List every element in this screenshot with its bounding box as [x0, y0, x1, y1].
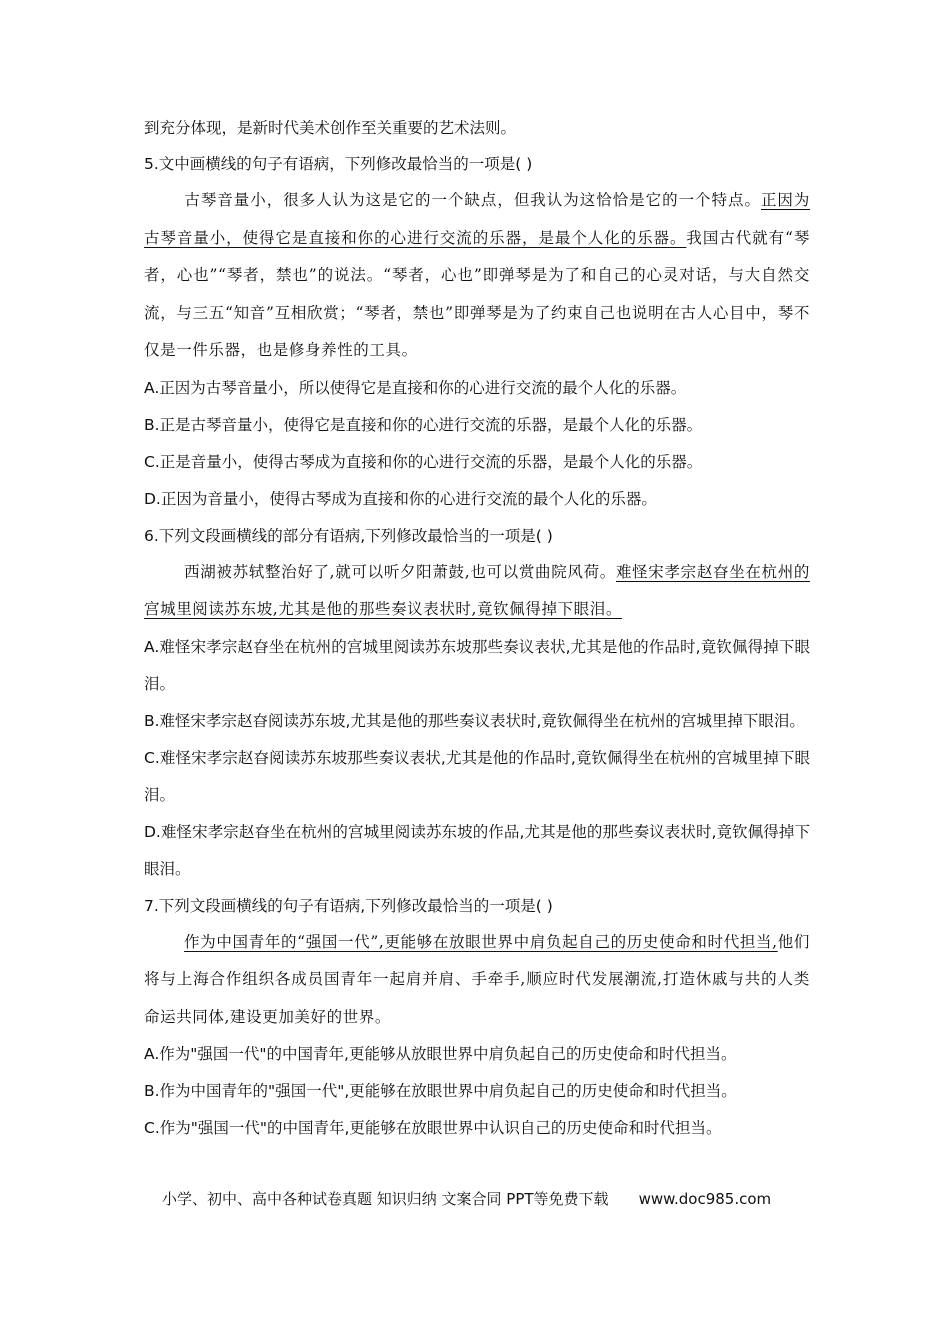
q6-option-d: D.难怪宋孝宗赵昚坐在杭州的宫城里阅读苏东坡的作品,尤其是他的那些奏议表状时,竟钦佩得掉下眼泪。 — [144, 822, 810, 878]
q6-option-b: B.难怪宋孝宗赵昚阅读苏东坡,尤其是他的那些奏议表状时,竟钦佩得坐在杭州的宫城里掉下眼泪。 — [144, 711, 805, 730]
page-footer — [162, 1188, 802, 1209]
footer-site-link[interactable]: www.doc985.com — [638, 1190, 772, 1208]
q5-option-a: A.正因为古琴音量小，所以使得它是直接和你的心进行交流的最个人化的乐器。 — [144, 378, 687, 397]
q5-stem: 5.文中画横线的句子有语病，下列修改最恰当的一项是( ) — [144, 155, 533, 173]
q6-option-a: A.难怪宋孝宗赵昚坐在杭州的宫城里阅读苏东坡那些奏议表状,尤其是他的作品时,竟钦佩得掉下眼泪。 — [144, 637, 810, 693]
q7-option-a: A.作为"强国一代"的中国青年,更能够从放眼世界中肩负起自己的历史使命和时代担当。 — [144, 1045, 737, 1063]
q7-passage — [144, 924, 810, 1037]
lead-line: 到充分体现，是新时代美术创作至关重要的艺术法则。 — [144, 119, 517, 137]
q5-passage-before: 古琴音量小，很多人认为这是它的一个缺点，但我认为这恰恰是它的一个特点。 — [184, 191, 761, 209]
footer-text: 小学、初中、高中各种试卷真题 知识归纳 文案合同 PPT等免费下载 — [162, 1190, 609, 1208]
document-body — [144, 110, 810, 1147]
q7-option-b: B.作为中国青年的"强国一代",更能够在放眼世界中肩负起自己的历史使命和时代担当。 — [144, 1082, 737, 1100]
q5-passage-after: 我国古代就有“琴者，心也”“琴者，禁也”的说法。“琴者，心也”即弹琴是为了和自己的心灵对话，与大自然交流，与三五“知音”互相欣赏；“琴者，禁也”即弹琴是为了约束自己也说明在古人心目中，琴不仅是一件乐器，也是修身养性的工具。 — [144, 228, 810, 359]
q7-underlined-sentence: 作为中国青年的“强国一代”,更能够在放眼世界中肩负起自己的历史使命和时代担当, — [184, 932, 778, 951]
q7-passage-after: 他们将与上海合作组织各成员国青年一起肩并肩、手牵手,顺应时代发展潮流,打造休戚与共的人类命运共同体,建设更加美好的世界。 — [144, 932, 810, 1026]
q5-option-b: B.正是古琴音量小，使得它是直接和你的心进行交流的乐器，是最个人化的乐器。 — [144, 415, 703, 434]
q6-passage — [144, 554, 810, 629]
q6-underlined-part: 难怪宋孝宗赵昚坐在杭州的宫城里阅读苏东坡,尤其是他的那些奏议表状时,竟钦佩得掉下眼泪。 — [144, 562, 811, 618]
q5-underlined-sentence: 正因为古琴音量小，使得它是直接和你的心进行交流的乐器，是最个人化的乐器。 — [144, 191, 810, 247]
q5-passage — [144, 182, 810, 370]
q6-stem: 6.下列文段画横线的部分有语病,下列修改最恰当的一项是( ) — [144, 526, 553, 545]
q7-stem: 7.下列文段画横线的句子有语病,下列修改最恰当的一项是( ) — [144, 896, 553, 915]
q6-passage-before: 西湖被苏轼整治好了,就可以听夕阳萧鼓,也可以赏曲院风荷。 — [184, 562, 616, 581]
q5-option-c: C.正是音量小，使得古琴成为直接和你的心进行交流的乐器，是最个人化的乐器。 — [144, 452, 703, 471]
q5-option-d: D.正因为音量小，使得古琴成为直接和你的心进行交流的最个人化的乐器。 — [144, 489, 657, 508]
q7-option-c: C.作为"强国一代"的中国青年,更能够在放眼世界中认识自己的历史使命和时代担当。 — [144, 1119, 722, 1137]
q6-option-c: C.难怪宋孝宗赵昚阅读苏东坡那些奏议表状,尤其是他的作品时,竟钦佩得坐在杭州的宫城里掉下眼泪。 — [144, 748, 810, 804]
